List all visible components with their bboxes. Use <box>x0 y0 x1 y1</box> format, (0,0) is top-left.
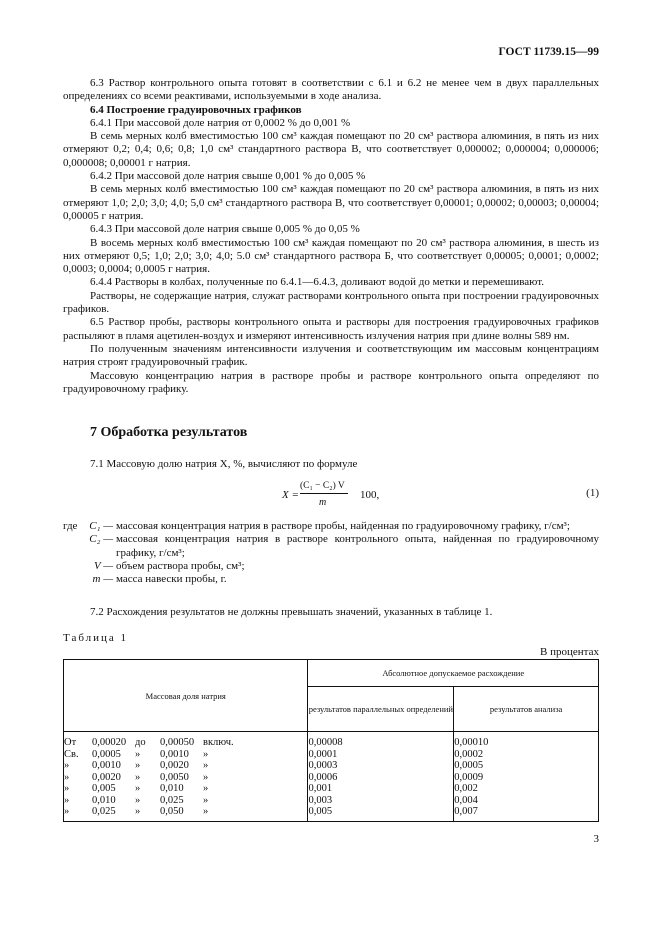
variable-definition <box>63 520 599 533</box>
range-to: 0,010 <box>160 783 184 794</box>
range-from: 0,00020 <box>92 737 127 748</box>
header-analysis-results: результатов анализа <box>454 687 599 732</box>
variable-description: массовая концентрация натрия в растворе пробы, найденная по градуировочному графику, г/см³; <box>116 520 570 532</box>
range-prefix: » <box>64 783 70 794</box>
range-cell <box>64 760 308 772</box>
formula-denominator: m <box>319 497 327 508</box>
formula-numerator: (C₁ − C₂) V <box>300 481 345 491</box>
range-to: 0,0050 <box>160 771 189 783</box>
variable-description: объем раствора пробы, см³; <box>116 559 245 572</box>
page-number: 3 <box>593 833 599 845</box>
table-row <box>64 732 599 749</box>
table-row <box>64 749 599 761</box>
range-suffix: » <box>203 748 209 760</box>
range-prefix: » <box>64 760 70 771</box>
range-from: 0,0020 <box>92 771 121 783</box>
variable-symbol: C₂ — <box>89 533 113 546</box>
range-suffix: включ. <box>203 737 234 748</box>
range-to: 0,0010 <box>160 748 189 760</box>
formula-factor: 100, <box>360 489 380 501</box>
formula-intro: 7.1 Массовую долю натрия X, %, вычисляют по формуле <box>90 458 358 470</box>
analysis-value: 0,0009 <box>454 772 599 784</box>
table-row <box>64 772 599 784</box>
paragraph: 6.3 Раствор контрольного опыта готовят в соответствии с 6.1 и 6.2 не менее чем в двух параллельных определениях со всеми реактивами, используемыми в ходе анализа. <box>63 77 599 103</box>
formula <box>282 480 402 510</box>
tolerance-table <box>63 659 599 822</box>
range-cell <box>64 806 308 821</box>
range-sep: » <box>135 748 141 760</box>
range-from: 0,0005 <box>92 748 121 760</box>
formula-lhs: X = <box>282 489 299 501</box>
range-sep: » <box>135 760 141 771</box>
analysis-value: 0,00010 <box>454 732 599 749</box>
range-sep: » <box>135 771 141 783</box>
range-from: 0,005 <box>92 783 116 794</box>
analysis-value: 0,0002 <box>454 749 599 761</box>
variable-symbol: V — <box>93 559 113 572</box>
variable-symbol: m — <box>92 573 113 586</box>
paragraph: 6.5 Раствор пробы, растворы контрольного опыта и растворы для построения градуировочных графиков распыляют в пламя ацетилен-воздух и измеряют интенсивность излучения натрия при длине волны 589 нм. <box>63 316 599 342</box>
paragraph: В семь мерных колб вместимостью 100 см³ каждая помещают по 20 см³ раствора алюминия, в пять из них отмеряют 0,2; 0,4; 0,6; 0,8; 1,0 см³ стандартного раствора В, что соответствует 0,000002; 0,000004; 0,000006; 0,000008; 0,00001 г натрия. <box>63 130 599 169</box>
range-cell <box>64 783 308 795</box>
paragraph: Массовую концентрацию натрия в растворе пробы и растворе контрольного опыта определяют по градуировочному графику. <box>63 369 599 395</box>
analysis-value: 0,0005 <box>454 760 599 772</box>
table-row <box>64 795 599 807</box>
section-title: 7 Обработка результатов <box>90 425 248 440</box>
range-prefix: От <box>64 737 77 748</box>
range-from: 0,0010 <box>92 760 121 771</box>
paragraph: Растворы, не содержащие натрия, служат растворами контрольного опыта при построении градуировочных графиков. <box>63 289 599 316</box>
analysis-value: 0,004 <box>454 795 599 807</box>
parallel-value: 0,0001 <box>308 749 454 761</box>
table-label: Таблица 1 <box>63 632 129 644</box>
standard-code-header: ГОСТ 11739.15—99 <box>498 46 599 58</box>
variable-definition <box>63 560 599 573</box>
paragraph: По полученным значениям интенсивности излучения и соответствующим им массовым концентрациям натрия строят градуировочный график. <box>63 342 599 369</box>
variable-symbol: C₁ — <box>89 520 113 532</box>
range-to: 0,0020 <box>160 760 189 771</box>
range-sep: до <box>135 737 146 748</box>
range-prefix: » <box>64 771 70 783</box>
variable-definitions <box>63 520 599 586</box>
table-unit: В процентах <box>540 646 599 658</box>
range-cell <box>64 795 308 807</box>
range-suffix: » <box>203 760 209 771</box>
paragraph: 6.4.3 При массовой доле натрия свыше 0,005 % до 0,05 % <box>90 223 360 236</box>
range-suffix: » <box>203 794 209 806</box>
parallel-value: 0,001 <box>308 783 454 795</box>
paragraph: 6.4.4 Растворы в колбах, полученные по 6.4.1—6.4.3, доливают водой до метки и перемешивают. <box>90 276 544 289</box>
header-parallel-determinations: результатов параллельных определений <box>308 687 454 732</box>
fraction-bar <box>300 493 348 494</box>
table-row <box>64 760 599 772</box>
parallel-value: 0,00008 <box>308 732 454 749</box>
header-sodium-fraction: Массовая доля натрия <box>64 660 308 732</box>
range-prefix: Св. <box>64 748 79 760</box>
table-row <box>64 806 599 821</box>
table-reference-paragraph: 7.2 Расхождения результатов не должны превышать значений, указанных в таблице 1. <box>90 606 493 618</box>
analysis-value: 0,007 <box>454 806 599 821</box>
range-suffix: » <box>203 806 209 817</box>
table-row <box>64 783 599 795</box>
where-prefix: где <box>63 520 78 532</box>
header-allowed-divergence: Абсолютное допускаемое расхождение <box>308 660 599 687</box>
range-suffix: » <box>203 771 209 783</box>
range-prefix: » <box>64 806 70 817</box>
equation-number: (1) <box>586 487 599 499</box>
range-from: 0,025 <box>92 806 116 817</box>
parallel-value: 0,0006 <box>308 772 454 784</box>
parallel-value: 0,003 <box>308 795 454 807</box>
range-sep: » <box>135 806 141 817</box>
variable-definition <box>63 573 599 586</box>
variable-description: масса навески пробы, г. <box>116 573 227 586</box>
range-cell <box>64 732 308 749</box>
range-to: 0,050 <box>160 806 184 817</box>
range-sep: » <box>135 794 141 806</box>
range-suffix: » <box>203 783 209 794</box>
range-cell <box>64 749 308 761</box>
variable-definition <box>63 533 599 560</box>
paragraph: 6.4.2 При массовой доле натрия свыше 0,001 % до 0,005 % <box>90 170 366 183</box>
range-from: 0,010 <box>92 794 116 806</box>
range-cell <box>64 772 308 784</box>
range-sep: » <box>135 783 141 794</box>
paragraph: В семь мерных колб вместимостью 100 см³ каждая помещают по 20 см³ раствора алюминия, в пять из них отмеряют 1,0; 2,0; 3,0; 4,0; 5,0 см³ стандартного раствора В, что соответствует 0,00001; 0,00002; 0,00003; 0,00004; 0,00005 г натрия. <box>63 183 599 222</box>
range-to: 0,00050 <box>160 737 195 748</box>
variable-description: массовая концентрация натрия в растворе контрольного опыта, найденная по градуировочному графику, г/см³; <box>116 533 599 559</box>
body-text <box>63 77 599 396</box>
parallel-value: 0,0003 <box>308 760 454 772</box>
analysis-value: 0,002 <box>454 783 599 795</box>
range-prefix: » <box>64 794 70 806</box>
paragraph: 6.4.1 При массовой доле натрия от 0,0002 % до 0,001 % <box>90 116 351 129</box>
range-to: 0,025 <box>160 794 184 806</box>
paragraph: В восемь мерных колб вместимостью 100 см³ каждая помещают по 20 см³ раствора алюминия, в шесть из них отмеряют 0,5; 1,0; 2,0; 3,0; 4,0; 5.0 см³ стандартного раствора Б, что соответствует 0,00005; 0,0001; 0,0002; 0,0003; 0,0004; 0,0005 г натрия. <box>63 236 599 276</box>
subsection-heading: 6.4 Построение градуировочных графиков <box>90 103 302 116</box>
parallel-value: 0,005 <box>308 806 454 821</box>
